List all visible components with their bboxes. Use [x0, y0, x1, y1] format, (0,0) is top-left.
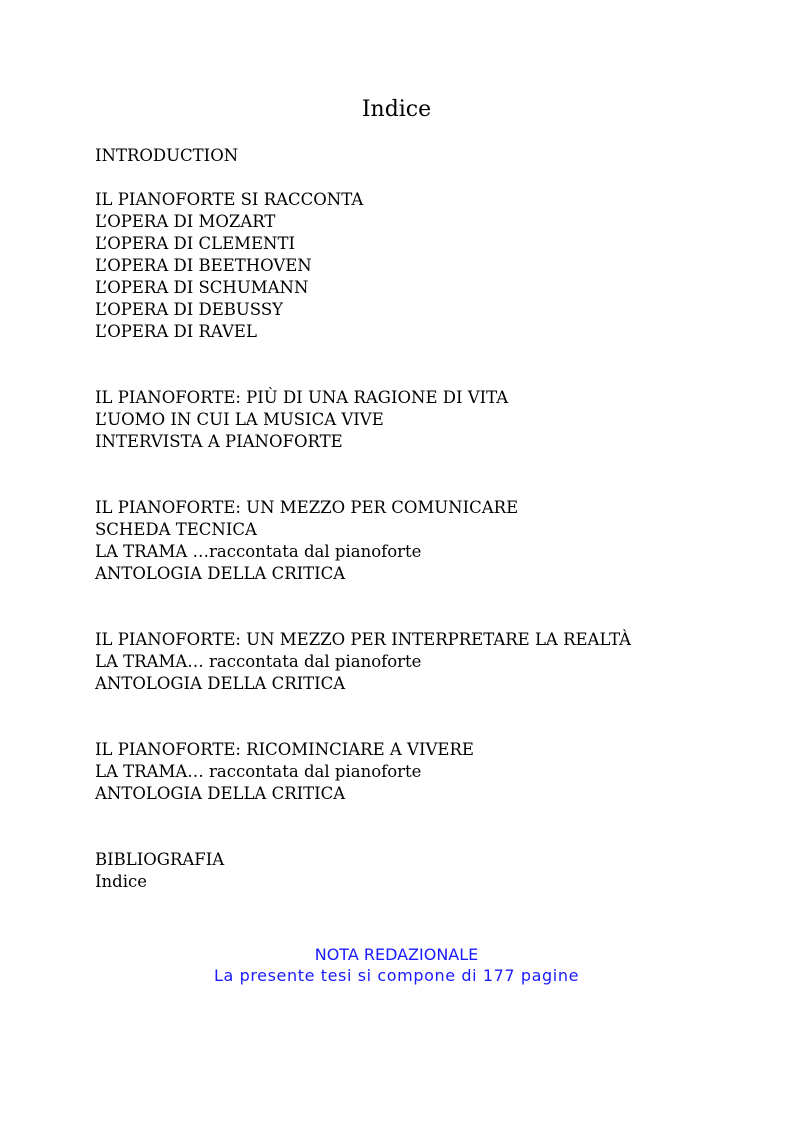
toc-entry: L’UOMO IN CUI LA MUSICA VIVE [95, 410, 384, 429]
table-of-contents [95, 145, 735, 893]
editorial-note-text: La presente tesi si compone di 177 pagine [213, 966, 580, 985]
editorial-note-heading: NOTA REDAZIONALE [314, 945, 479, 964]
toc-section-6 [95, 849, 735, 893]
toc-section-heading: IL PIANOFORTE: PIÙ DI UNA RAGIONE DI VITA [95, 388, 509, 407]
toc-entry: LA TRAMA… raccontata dal pianoforte [95, 762, 422, 781]
toc-section-4 [95, 629, 735, 695]
toc-entry: L’OPERA DI MOZART [95, 212, 276, 231]
page-title: Indice [361, 97, 432, 122]
toc-entry: ANTOLOGIA DELLA CRITICA [95, 784, 346, 803]
toc-section-heading: IL PIANOFORTE: UN MEZZO PER INTERPRETARE LA REALTÀ [95, 630, 632, 649]
toc-section-heading: IL PIANOFORTE SI RACCONTA [95, 190, 364, 209]
toc-section-1 [95, 189, 735, 343]
toc-section-2 [95, 387, 735, 453]
toc-section-3 [95, 497, 735, 585]
toc-entry: L’OPERA DI SCHUMANN [95, 278, 309, 297]
toc-entry: SCHEDA TECNICA [95, 520, 257, 539]
toc-entry: LA TRAMA …raccontata dal pianoforte [95, 542, 422, 561]
toc-entry: LA TRAMA… raccontata dal pianoforte [95, 652, 422, 671]
editorial-note [0, 944, 793, 986]
toc-entry-indice: Indice [95, 872, 147, 891]
toc-section-heading: IL PIANOFORTE: UN MEZZO PER COMUNICARE [95, 498, 519, 517]
toc-entry: L’OPERA DI BEETHOVEN [95, 256, 312, 275]
toc-section-heading: IL PIANOFORTE: RICOMINCIARE A VIVERE [95, 740, 474, 759]
toc-entry: ANTOLOGIA DELLA CRITICA [95, 564, 346, 583]
toc-entry-bibliografia: BIBLIOGRAFIA [95, 850, 225, 869]
toc-entry-introduction: INTRODUCTION [95, 146, 239, 165]
toc-entry: L’OPERA DI CLEMENTI [95, 234, 296, 253]
toc-entry: INTERVISTA A PIANOFORTE [95, 432, 343, 451]
toc-entry: L’OPERA DI DEBUSSY [95, 300, 284, 319]
toc-entry: L’OPERA DI RAVEL [95, 322, 257, 341]
toc-section-5 [95, 739, 735, 805]
toc-entry: ANTOLOGIA DELLA CRITICA [95, 674, 346, 693]
